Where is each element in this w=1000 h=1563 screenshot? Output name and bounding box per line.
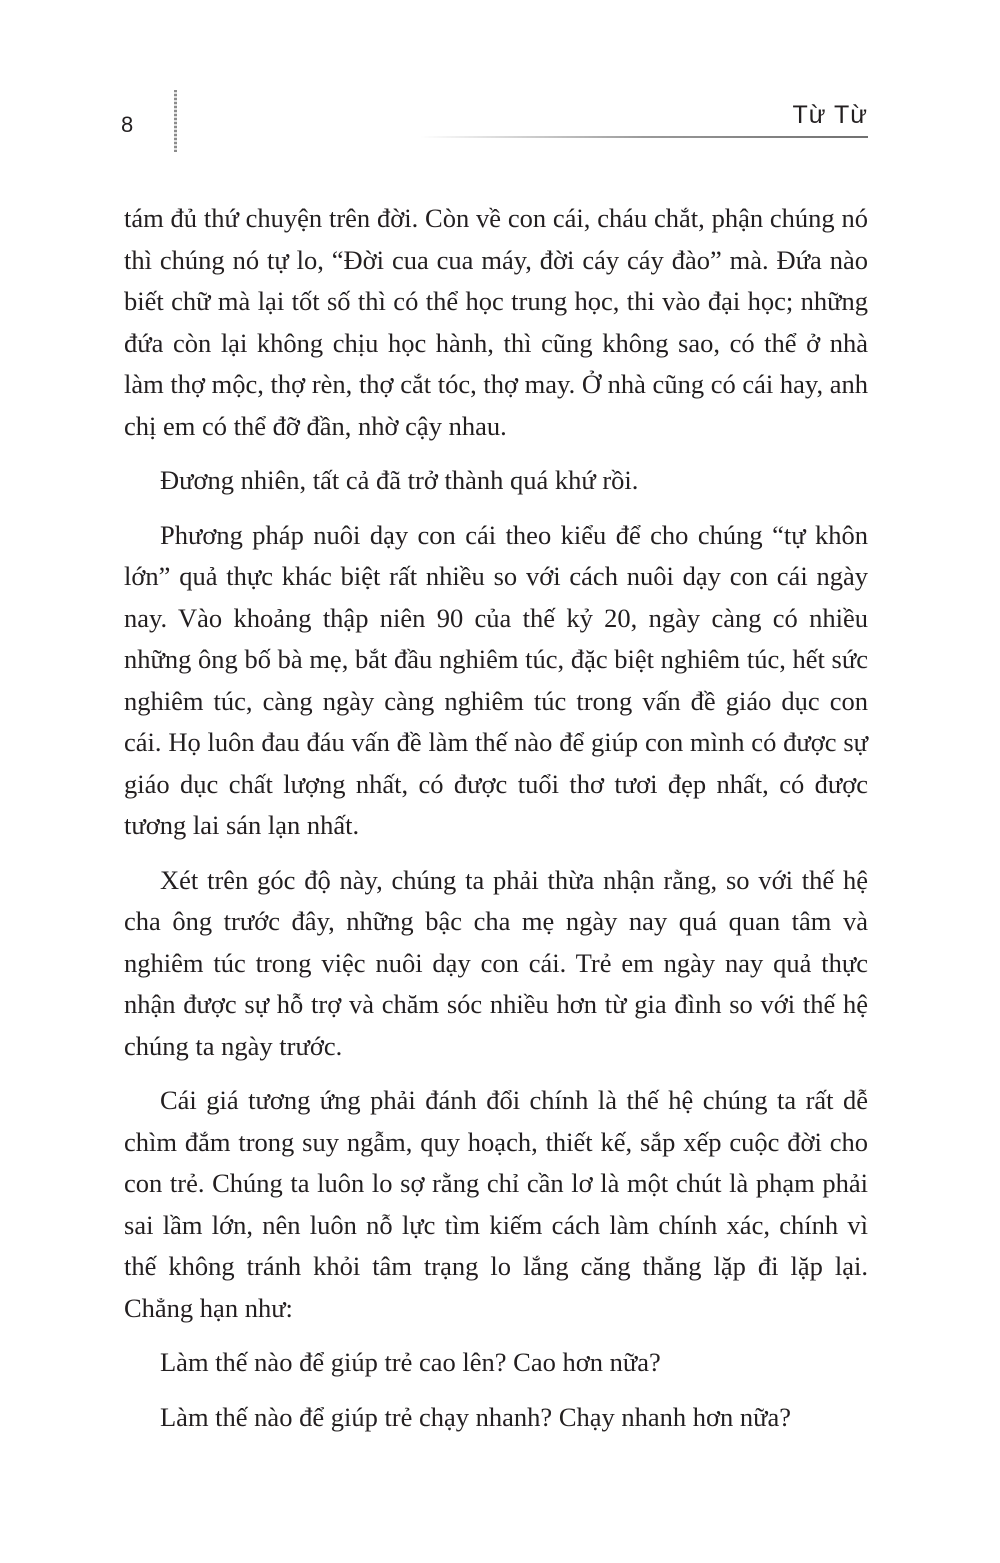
page-number: 8 <box>121 112 134 137</box>
paragraph: Phương pháp nuôi dạy con cái theo kiểu để cho chúng “tự khôn lớn” quả thực khác biệt rất nhiều so với cách nuôi dạy con cái ngày nay. Vào khoảng thập niên 90 của thế kỷ 20, ngày càng có nhiều những ông bố bà mẹ, bắt đầu nghiêm túc, đặc biệt nghiêm túc, hết sức nghiêm túc, càng ngày càng nghiêm túc trong vấn đề giáo dục con cái. Họ luôn đau đáu vấn đề làm thế nào để giúp con mình có được sự giáo dục chất lượng nhất, có được tuổi thơ tươi đẹp nhất, có được tương lai sán lạn nhất. <box>124 519 868 840</box>
paragraph: Xét trên góc độ này, chúng ta phải thừa nhận rằng, so với thế hệ cha ông trước đây, những bậc cha mẹ ngày nay quá quan tâm và nghiêm túc trong việc nuôi dạy con cái. Trẻ em ngày nay quả thực nhận được sự hỗ trợ và chăm sóc nhiều hơn từ gia đình so với thế hệ chúng ta ngày trước. <box>124 864 868 1061</box>
paragraph: Đương nhiên, tất cả đã trở thành quá khứ rồi. <box>160 465 639 495</box>
running-title: Từ Từ <box>792 101 868 129</box>
paragraph: Làm thế nào để giúp trẻ cao lên? Cao hơn nữa? <box>160 1347 661 1377</box>
header-divider-line <box>420 136 868 138</box>
body-text <box>124 198 868 1451</box>
header-divider-vertical <box>174 90 177 152</box>
paragraph-continued: tám đủ thứ chuyện trên đời. Còn về con cái, cháu chắt, phận chúng nó thì chúng nó tự lo, “Đời cua cua máy, đời cáy cáy đào” mà. Đứa nào biết chữ mà lại tốt số thì có thể học trung học, thi vào đại học; những đứa còn lại không chịu học hành, thì cũng không sao, có thể ở nhà làm thợ mộc, thợ rèn, thợ cắt tóc, thợ may. Ở nhà cũng có cái hay, anh chị em có thể đỡ đần, nhờ cậy nhau. <box>124 203 868 441</box>
paragraph: Cái giá tương ứng phải đánh đổi chính là thế hệ chúng ta rất dễ chìm đắm trong suy ngẫm, quy hoạch, thiết kế, sắp xếp cuộc đời cho con trẻ. Chúng ta luôn lo sợ rằng chỉ cần lơ là một chút là phạm phải sai lầm lớn, nên luôn nỗ lực tìm kiếm cách làm chính xác, chính vì thế không tránh khỏi tâm trạng lo lắng căng thẳng lặp đi lặp lại. Chẳng hạn như: <box>124 1085 868 1323</box>
page-header <box>0 0 1000 160</box>
paragraph: Làm thế nào để giúp trẻ chạy nhanh? Chạy nhanh hơn nữa? <box>160 1401 792 1432</box>
